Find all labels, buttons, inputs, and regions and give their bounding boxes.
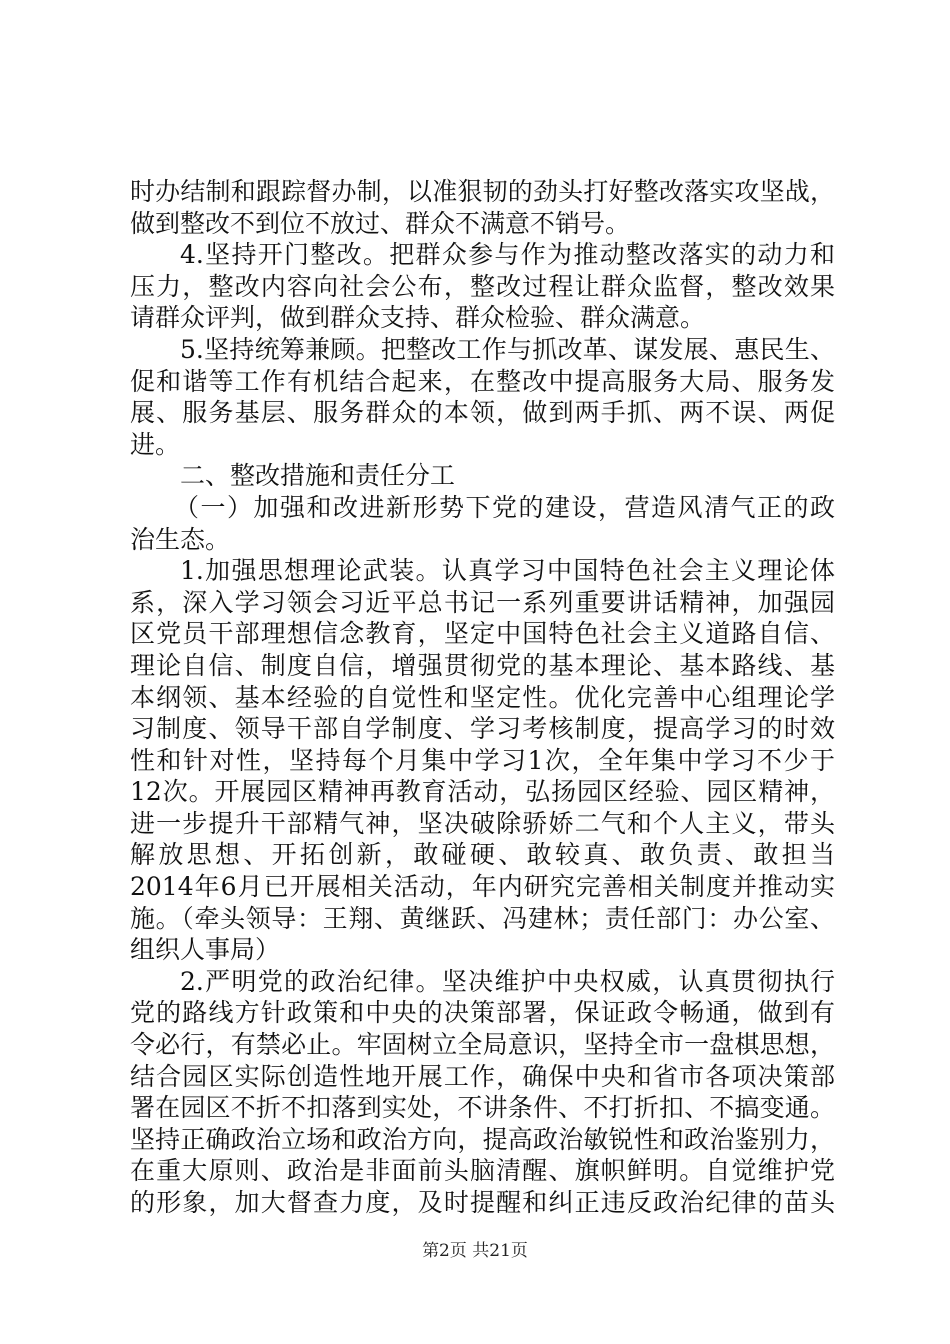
text-line: 展、服务基层、服务群众的本领，做到两手抓、两不误、两促	[130, 398, 835, 428]
section-heading: 二、整改措施和责任分工	[180, 461, 456, 491]
text-line: 促和谐等工作有机结合起来，在整改中提高服务大局、服务发	[130, 366, 835, 396]
text-line: 压力，整改内容向社会公布，整改过程让群众监督，整改效果	[130, 271, 835, 301]
document-body	[130, 176, 835, 1219]
text-line: 组织人事局）	[130, 935, 281, 965]
text-line: 进一步提升干部精气神，坚决破除骄娇二气和个人主义，带头	[130, 808, 835, 838]
text-line: 结合园区实际创造性地开展工作，确保中央和省市各项决策部	[130, 1061, 835, 1091]
page-number-footer: 第2页 共21页	[422, 1241, 528, 1261]
text-line: 区党员干部理想信念教育，坚定中国特色社会主义道路自信、	[130, 619, 835, 649]
text-line: 署在园区不折不扣落到实处，不讲条件、不打折扣、不搞变通。	[130, 1093, 835, 1123]
text-line: 2014年6月已开展相关活动，年内研究完善相关制度并推动实	[130, 872, 835, 902]
text-line: 施。（牵头领导：王翔、黄继跃、冯建林；责任部门：办公室、	[130, 903, 835, 933]
text-line: 本纲领、基本经验的自觉性和坚定性。优化完善中心组理论学	[130, 682, 835, 712]
text-line: 理论自信、制度自信，增强贯彻党的基本理论、基本路线、基	[130, 650, 835, 680]
text-line: 党的路线方针政策和中央的决策部署，保证政令畅通，做到有	[130, 998, 835, 1028]
text-line: 系，深入学习领会习近平总书记一系列重要讲话精神，加强园	[130, 587, 835, 617]
text-line: 坚持正确政治立场和政治方向，提高政治敏锐性和政治鉴别力，	[130, 1124, 835, 1154]
text-line: 进。	[130, 429, 181, 459]
text-line: 在重大原则、政治是非面前头脑清醒、旗帜鲜明。自觉维护党	[130, 1156, 835, 1186]
text-line: 时办结制和跟踪督办制，以准狠韧的劲头打好整改落实攻坚战，	[130, 177, 835, 206]
text-line: 习制度、领导干部自学制度、学习考核制度，提高学习的时效	[130, 714, 835, 744]
text-line: 请群众评判，做到群众支持、群众检验、群众满意。	[130, 303, 706, 333]
subsection-heading: 治生态。	[130, 524, 231, 554]
text-line: 解放思想、开拓创新，敢碰硬、敢较真、敢负责、敢担当	[130, 840, 835, 870]
text-line: 1.加强思想理论武装。认真学习中国特色社会主义理论体	[180, 556, 835, 586]
subsection-heading: （一）加强和改进新形势下党的建设，营造风清气正的政	[174, 492, 835, 522]
text-line: 5.坚持统筹兼顾。把整改工作与抓改革、谋发展、惠民生、	[180, 334, 835, 364]
text-line: 做到整改不到位不放过、群众不满意不销号。	[130, 208, 631, 238]
text-line: 12次。开展园区精神再教育活动，弘扬园区经验、园区精神，	[130, 777, 835, 807]
text-line: 2.严明党的政治纪律。坚决维护中央权威，认真贯彻执行	[180, 966, 835, 996]
text-line: 性和针对性，坚持每个月集中学习1次，全年集中学习不少于	[130, 745, 835, 775]
text-line: 令必行，有禁必止。牢固树立全局意识，坚持全市一盘棋思想，	[130, 1030, 835, 1060]
text-line: 4.坚持开门整改。把群众参与作为推动整改落实的动力和	[180, 240, 835, 270]
text-line: 的形象，加大督查力度，及时提醒和纠正违反政治纪律的苗头	[130, 1188, 835, 1217]
